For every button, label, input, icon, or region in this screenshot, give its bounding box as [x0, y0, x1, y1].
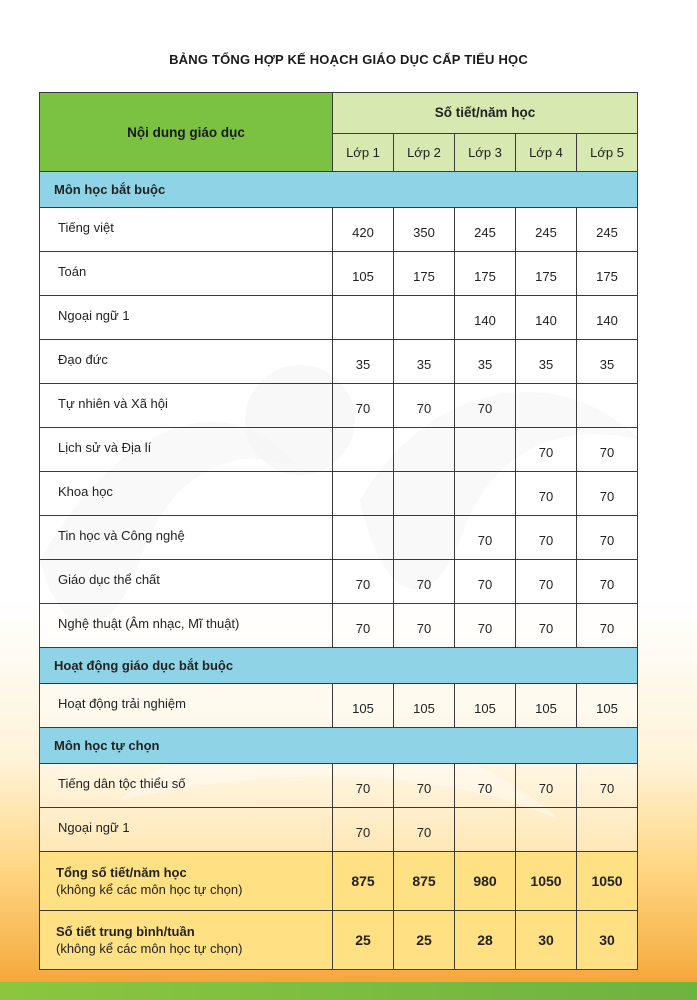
row-value: 70 [333, 384, 394, 428]
summary-value: 30 [577, 911, 638, 970]
row-value: 70 [516, 604, 577, 648]
bottom-green-bar [0, 982, 697, 1000]
summary-value: 25 [394, 911, 455, 970]
row-value: 70 [333, 808, 394, 852]
row-value: 70 [577, 604, 638, 648]
row-value: 70 [577, 560, 638, 604]
row-value: 70 [455, 560, 516, 604]
row-value: 105 [333, 684, 394, 728]
grade-header-3: Lớp 3 [455, 133, 516, 171]
row-value: 245 [455, 208, 516, 252]
row-value: 105 [394, 684, 455, 728]
row-value: 140 [455, 296, 516, 340]
row-value: 70 [394, 604, 455, 648]
row-value: 350 [394, 208, 455, 252]
row-value: 35 [516, 340, 577, 384]
row-subject-name: Ngoại ngữ 1 [40, 296, 333, 340]
row-value: 70 [333, 764, 394, 808]
row-subject-name: Đạo đức [40, 340, 333, 384]
row-value: 35 [455, 340, 516, 384]
row-value [333, 516, 394, 560]
table-row [40, 472, 638, 516]
row-value: 245 [516, 208, 577, 252]
grade-header-1: Lớp 1 [333, 133, 394, 171]
table-row [40, 560, 638, 604]
summary-label: Tổng số tiết/năm học (không kể các môn học tự chọn) [40, 852, 333, 911]
row-value: 140 [516, 296, 577, 340]
row-value [333, 296, 394, 340]
row-value: 70 [577, 764, 638, 808]
row-value: 420 [333, 208, 394, 252]
table-row [40, 428, 638, 472]
row-value: 70 [516, 560, 577, 604]
grade-header-4: Lớp 4 [516, 133, 577, 171]
row-value [516, 808, 577, 852]
education-plan-table [39, 92, 638, 970]
table-row [40, 296, 638, 340]
table-row [40, 764, 638, 808]
row-value: 70 [455, 764, 516, 808]
row-value [394, 472, 455, 516]
row-value: 70 [333, 560, 394, 604]
grade-header-5: Lớp 5 [577, 133, 638, 171]
row-value: 70 [455, 516, 516, 560]
row-value: 175 [577, 252, 638, 296]
row-value: 70 [455, 384, 516, 428]
row-value: 35 [394, 340, 455, 384]
row-value: 70 [577, 516, 638, 560]
row-subject-name: Nghệ thuật (Âm nhạc, Mĩ thuật) [40, 604, 333, 648]
row-value: 70 [394, 808, 455, 852]
row-value [577, 808, 638, 852]
periods-column-header: Số tiết/năm học [333, 93, 638, 134]
row-subject-name: Khoa học [40, 472, 333, 516]
row-value: 70 [516, 428, 577, 472]
row-value [577, 384, 638, 428]
row-value: 70 [394, 764, 455, 808]
row-value: 35 [577, 340, 638, 384]
row-value [516, 384, 577, 428]
row-value: 105 [577, 684, 638, 728]
row-value: 70 [394, 384, 455, 428]
summary-value: 980 [455, 852, 516, 911]
summary-value: 30 [516, 911, 577, 970]
row-value: 70 [394, 560, 455, 604]
row-value: 245 [577, 208, 638, 252]
section-title-required-activities: Hoạt động giáo dục bắt buộc [40, 648, 638, 684]
row-value: 105 [333, 252, 394, 296]
row-subject-name: Giáo dục thể chất [40, 560, 333, 604]
row-subject-name: Hoạt động trải nghiệm [40, 684, 333, 728]
summary-label: Số tiết trung bình/tuần (không kể các môn học tự chọn) [40, 911, 333, 970]
row-value [333, 428, 394, 472]
summary-row-weekly-average [40, 911, 638, 970]
row-value [394, 428, 455, 472]
row-subject-name: Tiếng việt [40, 208, 333, 252]
summary-value: 875 [333, 852, 394, 911]
row-value: 70 [455, 604, 516, 648]
section-title-required-subjects: Môn học bắt buộc [40, 172, 638, 208]
grade-header-2: Lớp 2 [394, 133, 455, 171]
row-value: 35 [333, 340, 394, 384]
row-value: 175 [516, 252, 577, 296]
row-value: 70 [333, 604, 394, 648]
row-value: 70 [516, 764, 577, 808]
table-row [40, 516, 638, 560]
table-row [40, 604, 638, 648]
row-subject-name: Tiếng dân tộc thiểu số [40, 764, 333, 808]
summary-value: 1050 [577, 852, 638, 911]
table-row [40, 684, 638, 728]
content-column-header: Nội dung giáo dục [40, 93, 333, 172]
row-value: 175 [394, 252, 455, 296]
summary-row-total-periods [40, 852, 638, 911]
row-value: 105 [455, 684, 516, 728]
row-value: 70 [577, 428, 638, 472]
row-value [394, 516, 455, 560]
row-subject-name: Tin học và Công nghệ [40, 516, 333, 560]
row-value [394, 296, 455, 340]
row-subject-name: Lịch sử và Địa lí [40, 428, 333, 472]
table-row [40, 340, 638, 384]
row-value [333, 472, 394, 516]
table-row [40, 808, 638, 852]
row-value: 70 [516, 472, 577, 516]
row-value: 105 [516, 684, 577, 728]
table-row [40, 252, 638, 296]
summary-value: 25 [333, 911, 394, 970]
row-value: 70 [577, 472, 638, 516]
row-value [455, 808, 516, 852]
summary-value: 1050 [516, 852, 577, 911]
row-value [455, 428, 516, 472]
row-subject-name: Toán [40, 252, 333, 296]
row-value: 175 [455, 252, 516, 296]
row-value [455, 472, 516, 516]
row-subject-name: Ngoại ngữ 1 [40, 808, 333, 852]
row-subject-name: Tự nhiên và Xã hội [40, 384, 333, 428]
page-title: BẢNG TỔNG HỢP KẾ HOẠCH GIÁO DỤC CẤP TIỂU HỌC [169, 52, 528, 67]
summary-value: 28 [455, 911, 516, 970]
row-value: 70 [516, 516, 577, 560]
section-title-elective-subjects: Môn học tự chọn [40, 728, 638, 764]
summary-value: 875 [394, 852, 455, 911]
table-row [40, 208, 638, 252]
row-value: 140 [577, 296, 638, 340]
table-row [40, 384, 638, 428]
